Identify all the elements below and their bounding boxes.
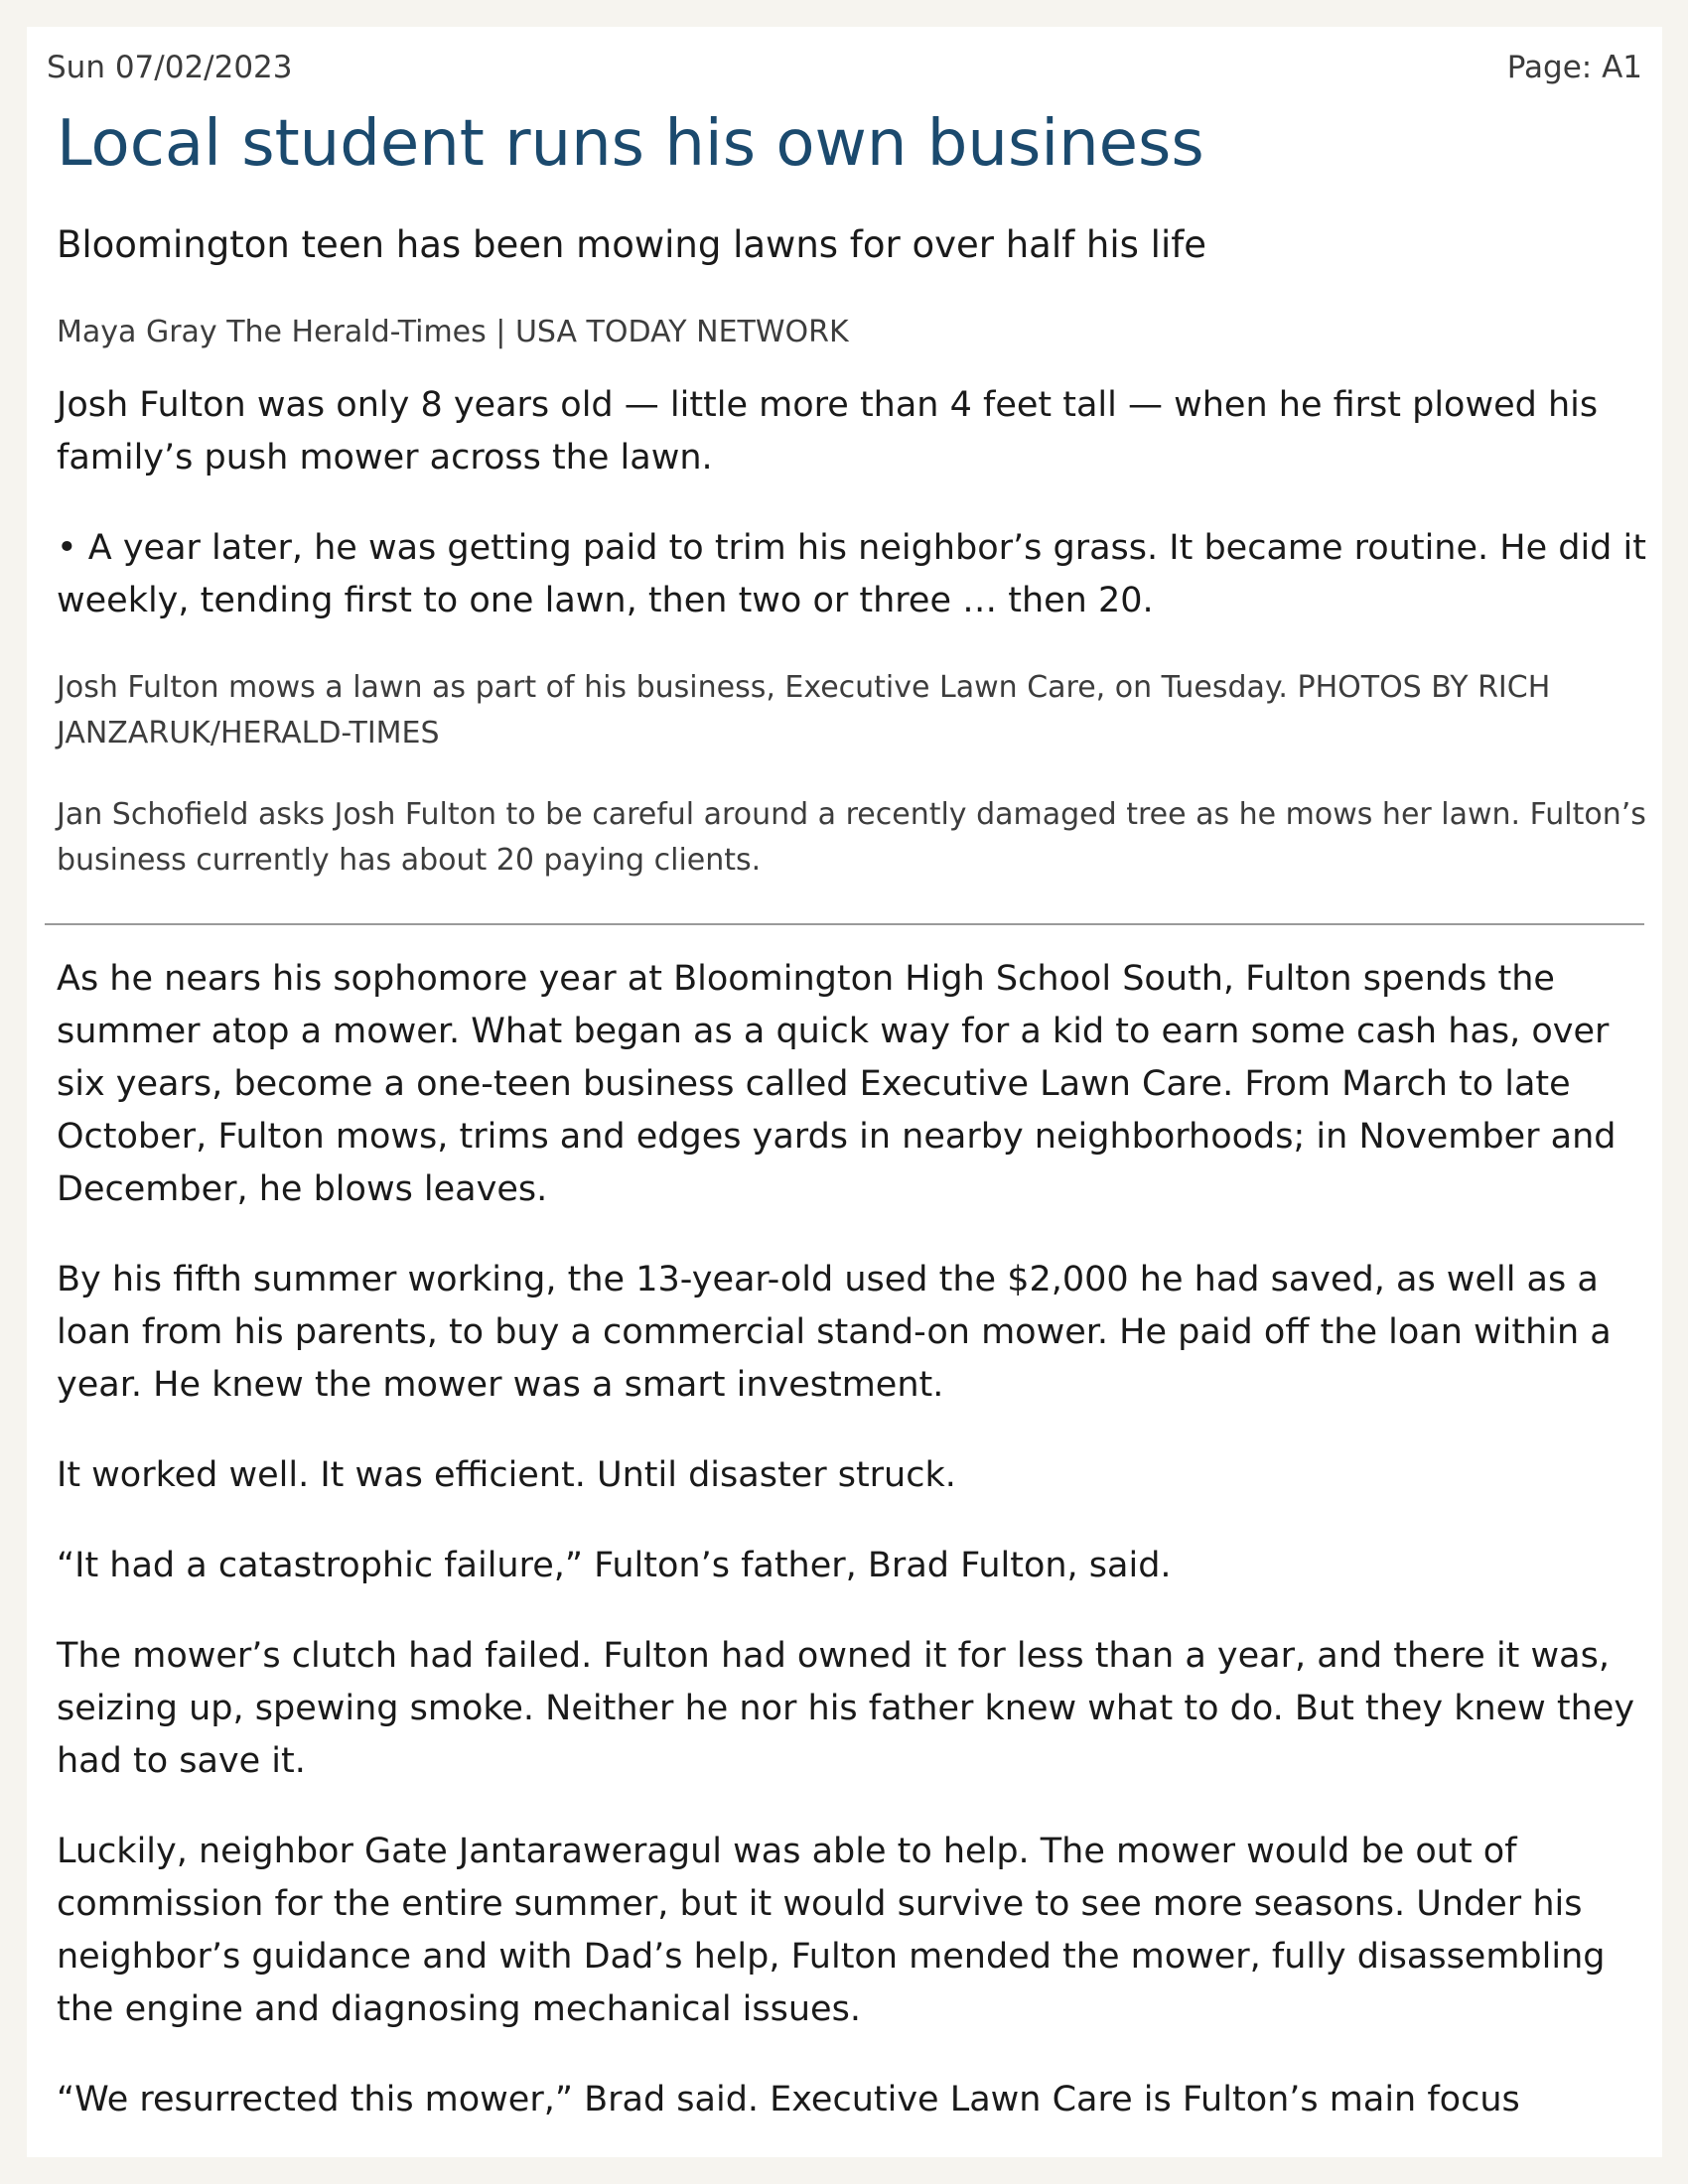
page-number: Page: A1 xyxy=(1506,50,1642,85)
photo-caption: Jan Schofield asks Josh Fulton to be careful around a recently damaged tree as he mows her lawn. Fulton’s business currently has about 20 paying clients. xyxy=(57,797,1646,878)
lead-paragraph: • A year later, he was getting paid to trim his neighbor’s grass. It became routine. He did it weekly, tending first to one lawn, then two or three … then 20. xyxy=(57,528,1646,620)
body-paragraph: The mower’s clutch had failed. Fulton had owned it for less than a year, and there it was, seizing up, spewing smoke. Neither he nor his father knew what to do. But they knew they had to save it. xyxy=(57,1636,1635,1781)
lead-paragraph: Josh Fulton was only 8 years old — little more than 4 feet tall — when he first plowed his family’s push mower across the lawn. xyxy=(57,385,1599,478)
body-paragraph: “It had a catastrophic failure,” Fulton’s father, Brad Fulton, said. xyxy=(57,1546,1172,1585)
newspaper-page xyxy=(27,27,1662,2157)
body-paragraph: As he nears his sophomore year at Bloomington High School South, Fulton spends the summer atop a mower. What began as a quick way for a kid to earn some cash has, over six years, become a one-teen business called Executive Lawn Care. From March to late October, Fulton mows, trims and edges yards in nearby neighborhoods; in November and December, he blows leaves. xyxy=(57,959,1617,1209)
publication-date: Sun 07/02/2023 xyxy=(47,50,293,85)
photo-caption: Josh Fulton mows a lawn as part of his business, Executive Lawn Care, on Tuesday. PHOTOS BY RICH JANZARUK/HERALD-TIMES xyxy=(57,670,1551,751)
body-paragraph: By his fifth summer working, the 13-year-old used the $2,000 he had saved, as well as a loan from his parents, to buy a commercial stand-on mower. He paid off the loan within a year. He knew the mower was a smart investment. xyxy=(57,1260,1612,1405)
headline: Local student runs his own business xyxy=(57,107,1204,181)
page-meta xyxy=(47,50,1642,85)
body-paragraph: It worked well. It was efficient. Until disaster struck. xyxy=(57,1455,956,1495)
article-body xyxy=(57,953,1665,2164)
body-paragraph: “We resurrected this mower,” Brad said. Executive Lawn Care is Fulton’s main focus xyxy=(57,2080,1520,2119)
body-paragraph: Luckily, neighbor Gate Jantaraweragul was able to help. The mower would be out of commission for the entire summer, but it would survive to see more seasons. Under his neighbor’s guidance and with Dad’s help, Fulton mended the mower, fully disassembling the engine and diagnosing mechanical issues. xyxy=(57,1832,1606,2029)
subheadline: Bloomington teen has been mowing lawns for over half his life xyxy=(57,223,1207,266)
section-divider xyxy=(45,923,1644,925)
lead-section xyxy=(57,379,1665,919)
byline: Maya Gray The Herald-Times | USA TODAY NETWORK xyxy=(57,315,849,349)
